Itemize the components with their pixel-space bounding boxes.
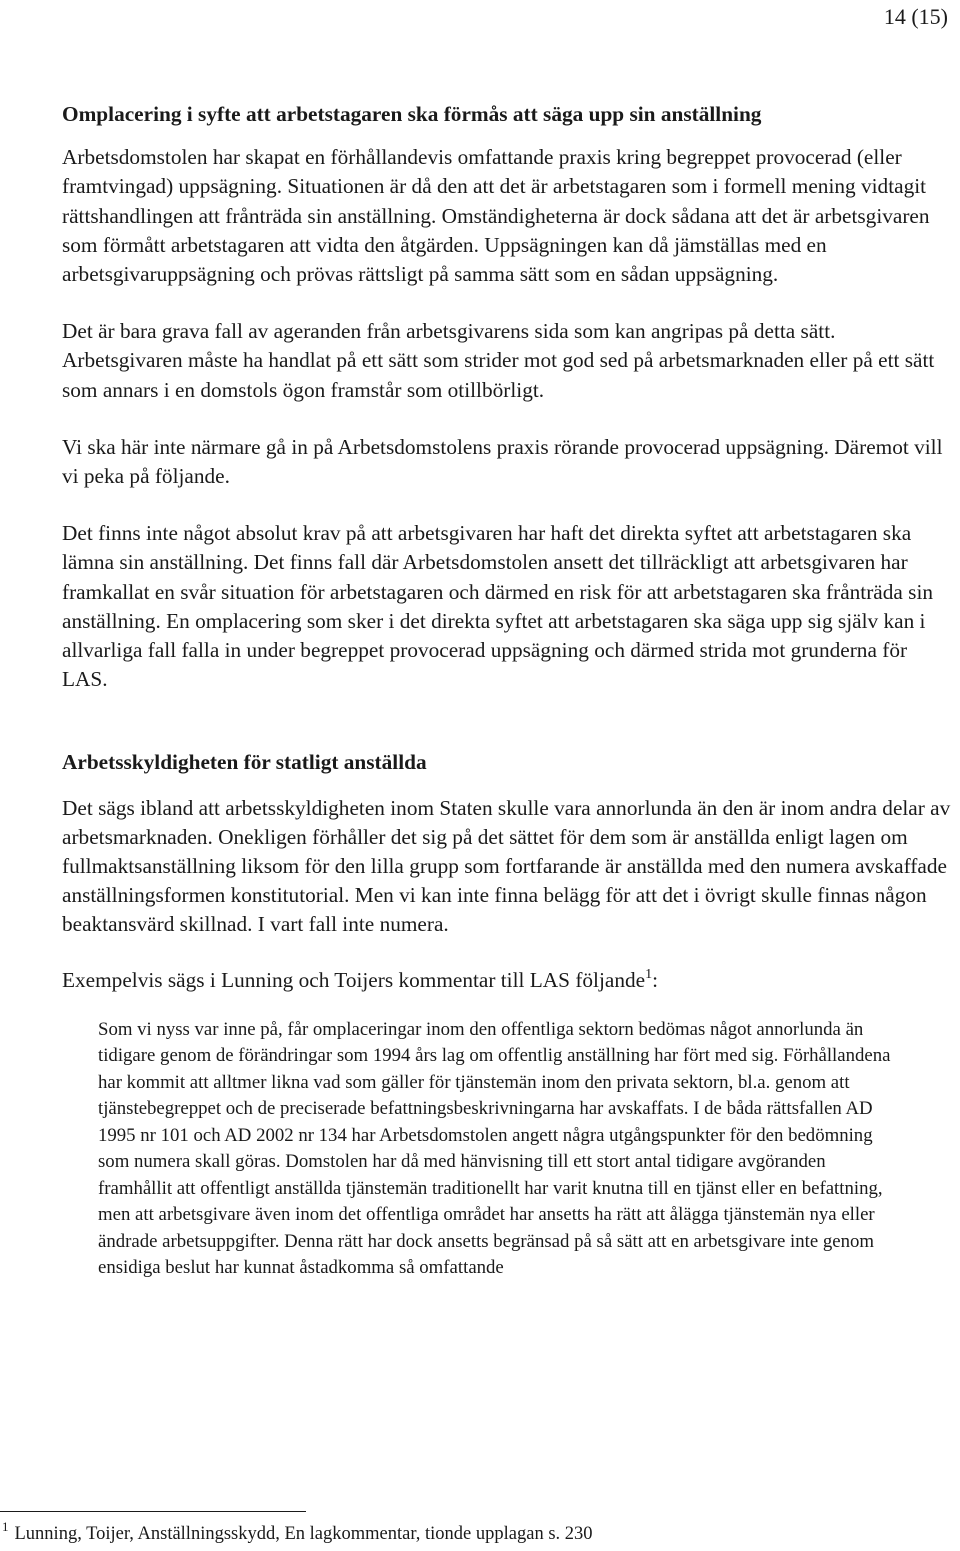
block-quote: Som vi nyss var inne på, får omplaceringar inom den offentliga sektorn bedömas något annorlunda än tidigare genom de förändringar som 1994 års lag om offentlig anställning har fört med sig. Förhållandena har kommit att alltmer likna vad som gäller för tjänstemän inom den privata sektorn, bl.a. genom att tjänstebegreppet och de preciserade befattningsbeskrivningarna har avskaffats. I de båda rättsfallen AD 1995 nr 101 och AD 2002 nr 134 har Arbetsdomstolen angett några utgångspunkter för den bedömning som numera skall göras. Domstolen har då med hänvisning till ett stort antal tidigare avgöranden framhållit att offentligt anställda tjänstemän traditionellt har varit knutna till en tjänst eller en befattning, men att arbetsgivare även inom det offentliga området har ansetts ha rätt att ålägga tjänstemän nya eller ändrade arbetsuppgifter. Denna rätt har dock ansetts begränsad på så sätt att en arbetsgivare inte genom ensidiga beslut har kunnat åstadkomma så omfattande [98, 1018, 891, 1279]
paragraph: Det sägs ibland att arbetsskyldigheten inom Staten skulle vara annorlunda än den är inom andra delar av arbetsmarknaden. Onekligen förhåller det sig på det sättet för dem som är anställda enligt lagen om fullmaktsanställning liksom för den lilla grupp som fortfarande är anställda med den numera avskaffade anställningsformen konstitutorial. Men vi kan inte finna belägg för att det i övrigt skulle finnas någon beaktansvärd skillnad. I vart fall inte numera. [62, 795, 951, 937]
quote-intro-text: Exempelvis sägs i Lunning och Toijers kommentar till LAS följande [62, 967, 646, 992]
quote-intro [62, 966, 954, 995]
paragraph: Det är bara grava fall av ageranden från arbetsgivarens sida som kan angripas på detta sätt. Arbetsgivaren måste ha handlat på ett sätt som strider mot god sed på arbetsmarknaden eller på ett sätt som annars i en domstols ögon framstår som otillbörligt. [62, 319, 935, 402]
section-heading-omplacering: Omplacering i syfte att arbetstagaren ska förmås att säga upp sin anställning [62, 102, 762, 126]
paragraph: Vi ska här inte närmare gå in på Arbetsdomstolens praxis rörande provocerad uppsägning. Däremot vill vi peka på följande. [62, 434, 943, 489]
paragraph: Det finns inte något absolut krav på att arbetsgivaren har haft det direkta syftet att arbetstagaren ska lämna sin anställning. Det finns fall där Arbetsdomstolen ansett det tillräckligt att arbetsgivaren har framkallat en svår situation för arbetstagaren och därmed en risk för att arbetstagaren ska frånträda sin anställning. En omplacering som sker i det direkta syftet att arbetstagaren ska säga upp sig själv kan i allvarliga fall falla in under begreppet provocerad uppsägning och därmed strida mot grunderna för LAS. [62, 521, 934, 692]
footnote-text: Lunning, Toijer, Anställningsskydd, En lagkommentar, tionde upplagan s. 230 [14, 1524, 593, 1544]
footnote-separator [0, 1511, 306, 1512]
footnote [2, 1519, 942, 1546]
document-body [62, 100, 954, 1282]
page-number: 14 (15) [883, 4, 948, 29]
quote-intro-suffix: : [652, 967, 659, 992]
footnote-number: 1 [2, 1519, 9, 1534]
footnote-reference[interactable]: 1 [645, 966, 653, 982]
section-heading-arbetsskyldigheten: Arbetsskyldigheten för statligt anställda [62, 750, 427, 775]
paragraph: Arbetsdomstolen har skapat en förhållandevis omfattande praxis kring begreppet provocerad (eller framtvingad) uppsägning. Situationen är då den att det är arbetstagaren som i formell mening vidtagit rättshandlingen att frånträda sin anställning. Omständigheterna är dock sådana att det är arbetsgivaren som förmått arbetstagaren att vidta den åtgärden. Uppsägningen kan då jämställas med en arbetsgivaruppsägning och prövas rättsligt på samma sätt som en sådan uppsägning. [62, 145, 930, 287]
